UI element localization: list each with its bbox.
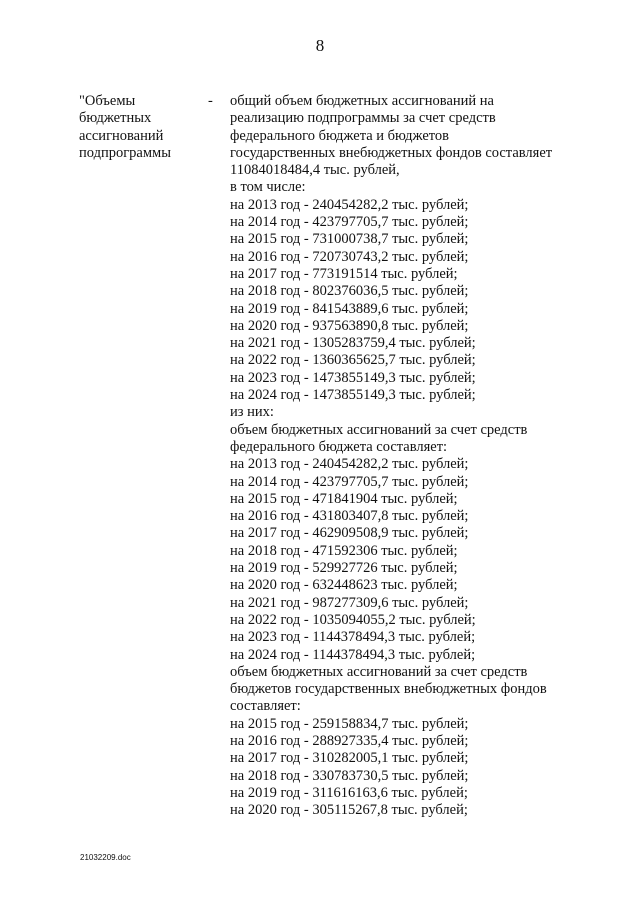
funding-text-line: на 2016 год - 288927335,4 тыс. рублей;: [230, 732, 469, 749]
funding-text-line: федерального бюджета составляет:: [230, 438, 448, 455]
funding-text-line: на 2017 год - 310282005,1 тыс. рублей;: [230, 750, 469, 767]
funding-text-line: на 2024 год - 1473855149,3 тыс. рублей;: [230, 387, 476, 404]
section-label-line: ассигнований: [79, 127, 164, 144]
section-label: [79, 93, 199, 162]
funding-text-line: реализацию подпрограммы за счет средств: [230, 110, 496, 127]
funding-text-line: 11084018484,4 тыс. рублей,: [230, 162, 400, 179]
funding-text-line: на 2022 год - 1035094055,2 тыс. рублей;: [230, 611, 476, 628]
funding-text-line: в том числе:: [230, 179, 306, 196]
funding-text-line: на 2017 год - 773191514 тыс. рублей;: [230, 265, 458, 282]
funding-text-line: объем бюджетных ассигнований за счет средств: [230, 421, 528, 438]
funding-text-line: общий объем бюджетных ассигнований на: [230, 93, 494, 109]
funding-text-line: на 2018 год - 330783730,5 тыс. рублей;: [230, 767, 469, 784]
funding-text: [230, 93, 600, 819]
funding-text-line: на 2019 год - 841543889,6 тыс. рублей;: [230, 300, 469, 317]
funding-text-line: на 2015 год - 731000738,7 тыс. рублей;: [230, 231, 469, 248]
funding-text-line: на 2018 год - 471592306 тыс. рублей;: [230, 542, 458, 559]
funding-text-line: объем бюджетных ассигнований за счет средств: [230, 663, 528, 680]
funding-text-line: государственных внебюджетных фондов составляет: [230, 144, 553, 161]
funding-text-line: на 2018 год - 802376036,5 тыс. рублей;: [230, 283, 469, 300]
funding-text-line: на 2022 год - 1360365625,7 тыс. рублей;: [230, 352, 476, 369]
funding-text-line: на 2020 год - 305115267,8 тыс. рублей;: [230, 802, 468, 819]
section-label-line: "Объемы: [79, 93, 136, 109]
funding-text-line: на 2019 год - 311616163,6 тыс. рублей;: [230, 784, 468, 801]
funding-text-line: на 2016 год - 431803407,8 тыс. рублей;: [230, 508, 469, 525]
funding-text-line: на 2015 год - 471841904 тыс. рублей;: [230, 490, 458, 507]
section-label-line: бюджетных: [79, 110, 152, 127]
funding-text-line: на 2014 год - 423797705,7 тыс. рублей;: [230, 214, 469, 231]
label-dash: -: [208, 93, 213, 109]
funding-text-line: на 2016 год - 720730743,2 тыс. рублей;: [230, 248, 469, 265]
funding-text-line: федерального бюджета и бюджетов: [230, 127, 450, 144]
funding-text-line: составляет:: [230, 698, 301, 715]
funding-text-line: на 2021 год - 1305283759,4 тыс. рублей;: [230, 335, 476, 352]
funding-text-line: на 2023 год - 1473855149,3 тыс. рублей;: [230, 369, 476, 386]
funding-text-line: на 2019 год - 529927726 тыс. рублей;: [230, 560, 458, 577]
section-label-line: подпрограммы: [79, 144, 171, 161]
document-filename: 21032209.doc: [80, 853, 131, 862]
funding-text-line: на 2013 год - 240454282,2 тыс. рублей;: [230, 196, 469, 213]
funding-text-line: на 2014 год - 423797705,7 тыс. рублей;: [230, 473, 469, 490]
funding-text-line: на 2020 год - 632448623 тыс. рублей;: [230, 577, 458, 594]
funding-text-line: на 2015 год - 259158834,7 тыс. рублей;: [230, 715, 469, 732]
funding-text-line: на 2017 год - 462909508,9 тыс. рублей;: [230, 525, 469, 542]
funding-text-line: на 2013 год - 240454282,2 тыс. рублей;: [230, 456, 469, 473]
page-number: 8: [315, 36, 325, 55]
funding-text-line: из них:: [230, 404, 274, 421]
funding-text-line: бюджетов государственных внебюджетных фондов: [230, 681, 547, 698]
funding-text-line: на 2024 год - 1144378494,3 тыс. рублей;: [230, 646, 476, 663]
funding-text-line: на 2021 год - 987277309,6 тыс. рублей;: [230, 594, 469, 611]
funding-text-line: на 2020 год - 937563890,8 тыс. рублей;: [230, 317, 469, 334]
funding-text-line: на 2023 год - 1144378494,3 тыс. рублей;: [230, 629, 476, 646]
